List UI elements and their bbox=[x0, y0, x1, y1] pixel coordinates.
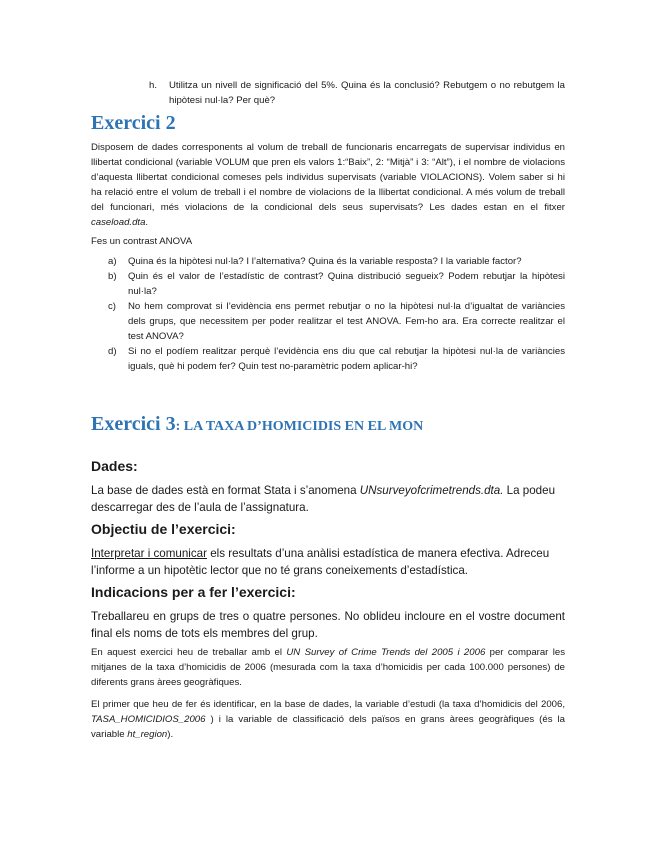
question-text: Quin és el valor de l’estadístic de contrast? Quina distribució segueix? Podem rebutjar la hipòtesi nul·la? bbox=[128, 271, 565, 297]
dades-text-end: La podeu descarregar des de l’aula de l’assignatura. bbox=[91, 484, 556, 514]
question-text: No hem comprovat si l’evidència ens permet rebutjar o no la hipòtesi nul·la d’igualtat de variàncies dels grups, que necessitem per poder realitzar el test ANOVA. Fem-ho ara. Era correcte realitzar el test ANOVA? bbox=[128, 301, 565, 342]
objectiu-underlined: Interpretar i comunicar bbox=[91, 547, 207, 560]
objectiu-text-rest: els resultats d’una anàlisi estadística de manera efectiva. Adreceu l’informe a un hipotètic lector que no té grans coneixements d’estadística. bbox=[91, 547, 550, 577]
paragraph-2 bbox=[91, 697, 565, 742]
file-name: caseload.dta bbox=[91, 217, 146, 228]
paragraph-text: Disposem de dades corresponents al volum de treball de funcionaris encarregats de supervisar individus en llibertat condicional (variable VOLUM que pren els valors 1:“Baix”, 2: “Mitjà” i 3: “Alt”), i el nombre de violacions d’aquesta llibertat condicional comeses pels individus supervisats (variable VIOLACIONS). Volem saber si hi ha relació entre el volum de treball i el nombre de violacions de la llibertat condicional. A més volum de treball del funcionari, més violacions de la condicional dels seus supervisats? Les dades estan en el fitxer bbox=[91, 142, 565, 213]
question-b bbox=[108, 269, 565, 299]
exercise-3-title bbox=[91, 410, 423, 437]
survey-name: UN Survey of Crime Trends del 2005 i 2006 bbox=[286, 647, 486, 658]
para1-start: En aquest exercici heu de treballar amb el bbox=[91, 647, 287, 658]
question-label: a) bbox=[108, 256, 117, 267]
variable-name: TASA_HOMICIDIOS_2006 bbox=[91, 714, 206, 725]
objectiu-text bbox=[91, 545, 565, 579]
question-label: b) bbox=[108, 271, 117, 282]
question-text: Utilitza un nivell de significació del 5%. Quina és la conclusió? Rebutgem o no rebutgem la hipòtesi nul·la? Per què? bbox=[169, 80, 565, 106]
dades-heading: Dades: bbox=[91, 458, 138, 474]
para1-end: per comparar les mitjanes de la taxa d’homicidis de 2006 (mesurada com la taxa d’homicidis per cada 100.000 persones) de diferents grans àrees geogràfiques. bbox=[91, 647, 565, 688]
exercise-3-title-main: Exercici 3 bbox=[91, 413, 176, 435]
exercise-2-questions bbox=[108, 254, 565, 374]
question-a bbox=[108, 254, 565, 269]
question-h bbox=[149, 78, 565, 108]
exercise-3-subtitle: : LA TAXA D’HOMICIDIS EN EL MON bbox=[175, 419, 424, 434]
indicacions-heading: Indicacions per a fer l’exercici: bbox=[91, 584, 296, 600]
para2-start: El primer que heu de fer és identificar, en la base de dades, la variable d’estudi (la taxa d’homidicis del 2006, bbox=[91, 699, 565, 710]
exercise-2-title: Exercici 2 bbox=[91, 112, 176, 134]
dades-file-name: UNsurveyofcrimetrends.dta. bbox=[359, 484, 504, 497]
paragraph-end: . bbox=[145, 217, 149, 228]
objectiu-heading: Objectiu de l’exercici: bbox=[91, 521, 236, 537]
para2-end: ). bbox=[167, 729, 174, 740]
question-label: h. bbox=[149, 80, 158, 91]
question-c bbox=[108, 299, 565, 344]
dades-text-start: La base de dades està en format Stata i s’anomena bbox=[91, 484, 360, 497]
question-d bbox=[108, 344, 565, 374]
dades-text bbox=[91, 482, 565, 516]
variable-name-2: ht_region bbox=[127, 729, 168, 740]
question-text: Quina és la hipòtesi nul·la? I l’alternativa? Quina és la variable resposta? I la variable factor? bbox=[128, 256, 522, 267]
exercise-2-paragraph bbox=[91, 140, 565, 230]
paragraph-1 bbox=[91, 645, 565, 690]
anova-intro: Fes un contrast ANOVA bbox=[91, 236, 193, 247]
para2-mid: ) i la variable de classificació dels països en grans àrees geogràfiques (és la variable bbox=[91, 714, 565, 740]
question-label: d) bbox=[108, 346, 117, 357]
indicacions-text: Treballareu en grups de tres o quatre persones. No oblideu incloure en el vostre document final els noms de tots els membres del grup. bbox=[91, 610, 565, 640]
question-label: c) bbox=[108, 301, 116, 312]
question-text: Si no el podíem realitzar perquè l’evidència ens diu que cal rebutjar la hipòtesi nul·la de variàncies iguals, què hi podem fer? Quin test no-paramètric podem aplicar-hi? bbox=[128, 346, 565, 372]
